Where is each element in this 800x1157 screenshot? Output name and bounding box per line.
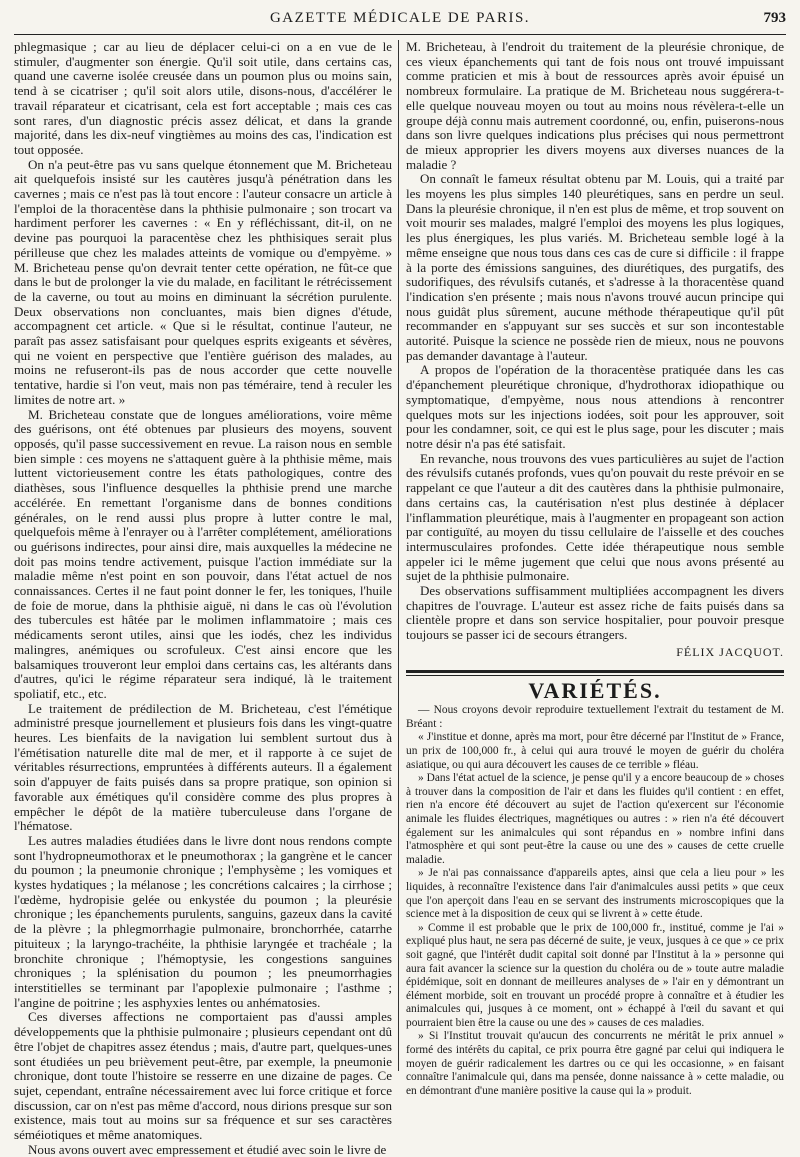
article-paragraph: Nous avons ouvert avec empressement et étudié avec soin le livre de [28,1141,387,1157]
right-column [406,39,784,1097]
testament-paragraph: » Comme il est probable que le prix de 100,000 fr., institué, comme je l'ai » expliqué plus haut, ne sera pas décerné de suite, je veux, jusques à ce que » ce prix soit gagné, que l'intérêt dudit capital soit donné par l'Institut à la » personne qui aura fait avancer la science sur la question du choléra ou de » toute autre maladie épidémique, soit en donnant de meilleures analyses de » l'air en y démontrant un élément morbide, soit en trouvant un procédé propre à connaître et à étudier les animalcules qui, jusques à ce moment, ont » échappé à l'œil du savant et qui pourraient bien être la cause ou une des » causes de ces maladies. [406,921,784,1029]
article-paragraph: On n'a peut-être pas vu sans quelque étonnement que M. Bricheteau ait quelquefois insisté sur les cautères jusqu'à pénétration dans les cavernes ; mais ce n'est pas là tout encore : l'auteur consacre un article à l'emploi de la thoracentèse dans la phthisie pulmonaire ; son trocart va hardiment perforer les cavernes : « En y réfléchissant, dit-il, on ne devine pas pourquoi la paracentèse chez les phthisiques serait plus périlleuse que chez les malades atteints de vomique ou d'empyème. » M. Bricheteau pense qu'on devrait tenter cette opération, ne fût-ce que dans le but de prolonger la vie du malade, en facilitant le rétrécissement de la caverne, ou tout au moins en diminuant la sécrétion purulente. Deux observations non concluantes, mais bien dignes d'étude, accompagnent cet article. « Que si le résultat, continue l'auteur, ne paraît pas assez satisfaisant pour quelques esprits exigeants et sévères, qui ne voient en perspective que l'entière guérison des malades, au moins ne refuseront-ils pas de nous accorder que cette nouvelle tentative, hardie si l'on veut, mais non pas téméraire, tend à reculer les limites de notre art. » [14,156,392,407]
article-paragraph: phlegmasique ; car au lieu de déplacer celui-ci on a en vue de le stimuler, d'augmenter son énergie. Qu'il soit utile, dans certains cas, quand une caverne isolée creusée dans un poumon plus ou moins sain, tend à se cicatriser ; qu'il soit alors utile, disons-nous, d'accélérer le travail réparateur et cicatrisant, cela est fort acceptable ; mais ces cas sont rares, d'un diagnostic précis assez délicat, et dans la grande majorité, dans les dix-neuf vingtièmes au moins des cas, l'indication est tout opposée. [14,39,392,157]
page-header [14,8,786,35]
article-paragraph: M. Bricheteau, à l'endroit du traitement de la pleurésie chronique, de ces vieux épanchements qui tant de fois nous ont trouvé impuissant comme praticien et mis à bout de ressources après avoir épuisé un nombreux formulaire. La pratique de M. Bricheteau nous suggérera-t-elle quelque nouveau moyen ou tout au moins nous révèlera-t-elle un groupe déjà connu mais autrement coordonné, ou, enfin, puiserons-nous dans son livre quelques indications plus précises qui nous permettront de mieux approprier les divers moyens aux diverses nuances de la maladie ? [406,39,784,172]
varietes-section [406,704,784,1098]
article-paragraph: En revanche, nous trouvons des vues particulières au sujet de l'action des révulsifs cutanés profonds, vues qu'on pouvait du reste prévoir en se rappelant ce que l'auteur a dit des cautères dans la phthisie pulmonaire, dans certains cas, la cautérisation n'est plus destinée à déplacer l'inflammation pleurétique, mais à l'augmenter en propageant son action par contiguïté, au moyen du tissu cellulaire de l'aisselle et des couches intermusculaires profondes. Cette idée thérapeutique nous semble appeler ici le même jugement que celui que nous avons présenté au sujet de la phthisie pulmonaire. [406,450,784,584]
section-rule-thick [406,670,784,673]
article-paragraph: Le traitement de prédilection de M. Bricheteau, c'est l'émétique administré presque journellement et plusieurs fois dans les vingt-quatre heures. Les bienfaits de la navigation lui semblent surtout dus à l'émétisation naturelle dite mal de mer, et il rapporte à ce sujet de véritables résurrections, empruntées à différents auteurs. Il a également soin d'appuyer de faits puisés dans sa propre pratique, son opinion si favorable aux émétiques qu'il considère comme des plus propres à empêcher le dépôt de la matière tuberculeuse dans l'organe de l'hématose. [14,700,392,834]
column-divider [398,40,399,1071]
testament-paragraph: » Je n'ai pas connaissance d'appareils aptes, ainsi que cela a lieu pour » les liquides, à reconnaître l'existence dans l'air d'animalcules aussi petits » que ceux que l'on aperçoit dans l'eau en se servant des instruments microscopiques que la science met à la disposition de ceux qui se livrent à » cette étude. [406,867,784,921]
testament-paragraph: » Si l'Institut trouvait qu'aucun des concurrents ne méritât le prix annuel » formé des intérêts du capital, ce prix pourra être gagné par celui qui indiquera le moyen de guérir radicalement les dartres ou ce qui les occasionne, » en faisant connaître l'animalcule qui, dans ma pensée, donne naissance à » cette maladie, ou en démontrant d'une manière positive la cause qui la » produit. [406,1030,784,1097]
publication-title: GAZETTE MÉDICALE DE PARIS. [269,10,531,26]
article-paragraph: M. Bricheteau constate que de longues améliorations, voire même des guérisons, ont été obtenues par plusieurs des moyens, souvent opposés, qu'il passe successivement en revue. La raison nous en semble bien simple : ces moyens ne s'attaquent guère à la phthisie même, mais luttent victorieusement contre les états pathologiques, contre des diathèses, sous l'influence desquelles la phthisie prend une marche accélérée. En remettant l'organisme dans de bonnes conditions générales, on le rend aussi plus propre à lutter contre le mal, quelquefois même à l'enrayer ou à l'arrêter complétement, améliorations ou guérisons indirectes, pour ainsi dire, mais auxquelles la médecine ne doit pas moins tendre activement, puisque l'action immédiate sur la maladie même n'est point en son pouvoir, dans l'état actuel de nos connaissances. Certes il ne faut point donner le fer, les toniques, l'huile de foie de morue, dans la phthisie aiguë, ni dans le cas où l'évolution des tubercules est hâtée par le molimen inflammatoire ; mais ces médicaments seront utiles, ainsi que les iodés, chez les individus malingres, anémiques ou scrofuleux. C'est ainsi encore que les balsamiques trouveront leur emploi dans certains cas, les altérants dans d'autres, qu'ici le régime réparateur sera indiqué, là le traitement spoliatif, etc., etc. [14,406,392,701]
left-column [14,39,392,1157]
article-paragraph: On connaît le fameux résultat obtenu par M. Louis, qui a traité par les moyens les plus simples 140 pleurétiques, sans en perdre un seul. Dans la pleurésie chronique, il n'en est plus de même, et trop souvent on voit mourir ses malades, malgré l'emploi des moyens les plus logiques, les plus énergiques, les plus variés. M. Bricheteau semble logé à la même enseigne que nous tous dans ces cas de cure si difficile : il frappe à la porte des émissions sanguines, des diurétiques, des purgatifs, des sudorifiques, des révulsifs cutanés, et s'adresse à la thoracentèse quand l'indication s'en présente ; mais nous n'avons trouvé aucun principe qui nous guidât plus sûrement, aucune méthode thérapeutique qu'il pût recommander en s'appuyant sur ses succès et sur son incontestable autorité. Puisque la science ne possède rien de mieux, nous ne pouvons pas demander davantage à l'auteur. [406,171,784,363]
page-number: 793 [763,10,786,26]
article-paragraph: Des observations suffisamment multipliées accompagnent les divers chapitres de l'ouvrage. L'auteur est assez riche de faits puisés dans sa clientèle propre et dans son service hospitalier, pour pouvoir presque toujours se passer ici de secours étrangers. [406,583,784,643]
article-paragraph: Les autres maladies étudiées dans le livre dont nous rendons compte sont l'hydropneumothorax et le pneumothorax ; la gangrène et le cancer du poumon ; la pneumonie chronique ; l'emphysème ; les vomiques et kystes hydatiques ; la mélanose ; les concrétions calcaires ; la cirrhose ; l'œdème, hydropisie gelée ou enkystée du poumon ; la pleurésie chronique ; les épanchements purulents, sanguins, gazeux dans la cavité de la plèvre ; la phlegmorrhagie pulmonaire, bronchorrhée, catarrhe pituiteux ; la laryngo-trachéite, la phthisie laryngée et trachéale ; la bronchite chronique ; l'hémoptysie, les congestions sanguines chroniques ; la splénisation du poumon ; les pneumorrhagies interstitielles se terminant par l'apoplexie pulmonaire ; l'asthme ; l'angine de poitrine ; les asphyxies lentes ou anhématosies. [14,832,392,1010]
varietes-intro: — Nous croyons devoir reproduire textuellement l'extrait du testament de M. Bréant : [406,704,784,730]
article-paragraph: A propos de l'opération de la thoracentèse pratiquée dans les cas d'épanchement pleurétique chronique, d'hydrothorax idiopathique ou symptomatique, d'empyème, nous nous attendions à rencontrer quelques mots sur les injections iodées, soit pour les approuver, soit pour les condamner, soit, ce qui est le plus sage, pour les discuter ; mais notre désir n'a pas été satisfait. [406,362,784,451]
testament-paragraph: « J'institue et donne, après ma mort, pour être décerné par l'Institut de » France, un prix de 100,000 fr., à celui qui aura trouvé le moyen de guérir du choléra asiatique, ou qui aura découvert les causes de ce terrible » fléau. [406,731,784,771]
section-rule-thin [406,675,784,676]
article-paragraph: Ces diverses affections ne comportaient pas d'aussi amples développements que la phthisie pulmonaire ; plusieurs cependant ont dû être l'objet de chapitres assez étendus ; mais, d'autre part, quelques-unes sont étudiées un peu brièvement peut-être, par exemple, la pneumonie chronique, dont toute l'histoire se resserre en une dizaine de pages. Ce sujet, cependant, entraîne nécessairement avec lui force critique et force discussion, car on n'est pas même d'accord, nous dirions presque sur son existence, mais tout au moins sur sa fréquence et sur ses caractères séméiotiques et même anatomiques. [14,1009,392,1143]
author-signature: FÉLIX JACQUOT. [676,644,784,659]
testament-paragraph: » Dans l'état actuel de la science, je pense qu'il y a encore beaucoup de » choses à trouver dans la composition de l'air et dans les fluides qu'il contient : en effet, rien n'a encore été découvert au sujet de l'action qu'exercent sur l'économie animale les fluides électriques, magnétiques ou autres : » rien n'a été découvert également sur les animalcules qui sont répandus en » nombre infini dans l'atmosphère et qui sont peut-être la cause ou une des » causes de cette cruelle maladie. [406,772,784,866]
varietes-heading: VARIÉTÉS. [528,677,662,703]
